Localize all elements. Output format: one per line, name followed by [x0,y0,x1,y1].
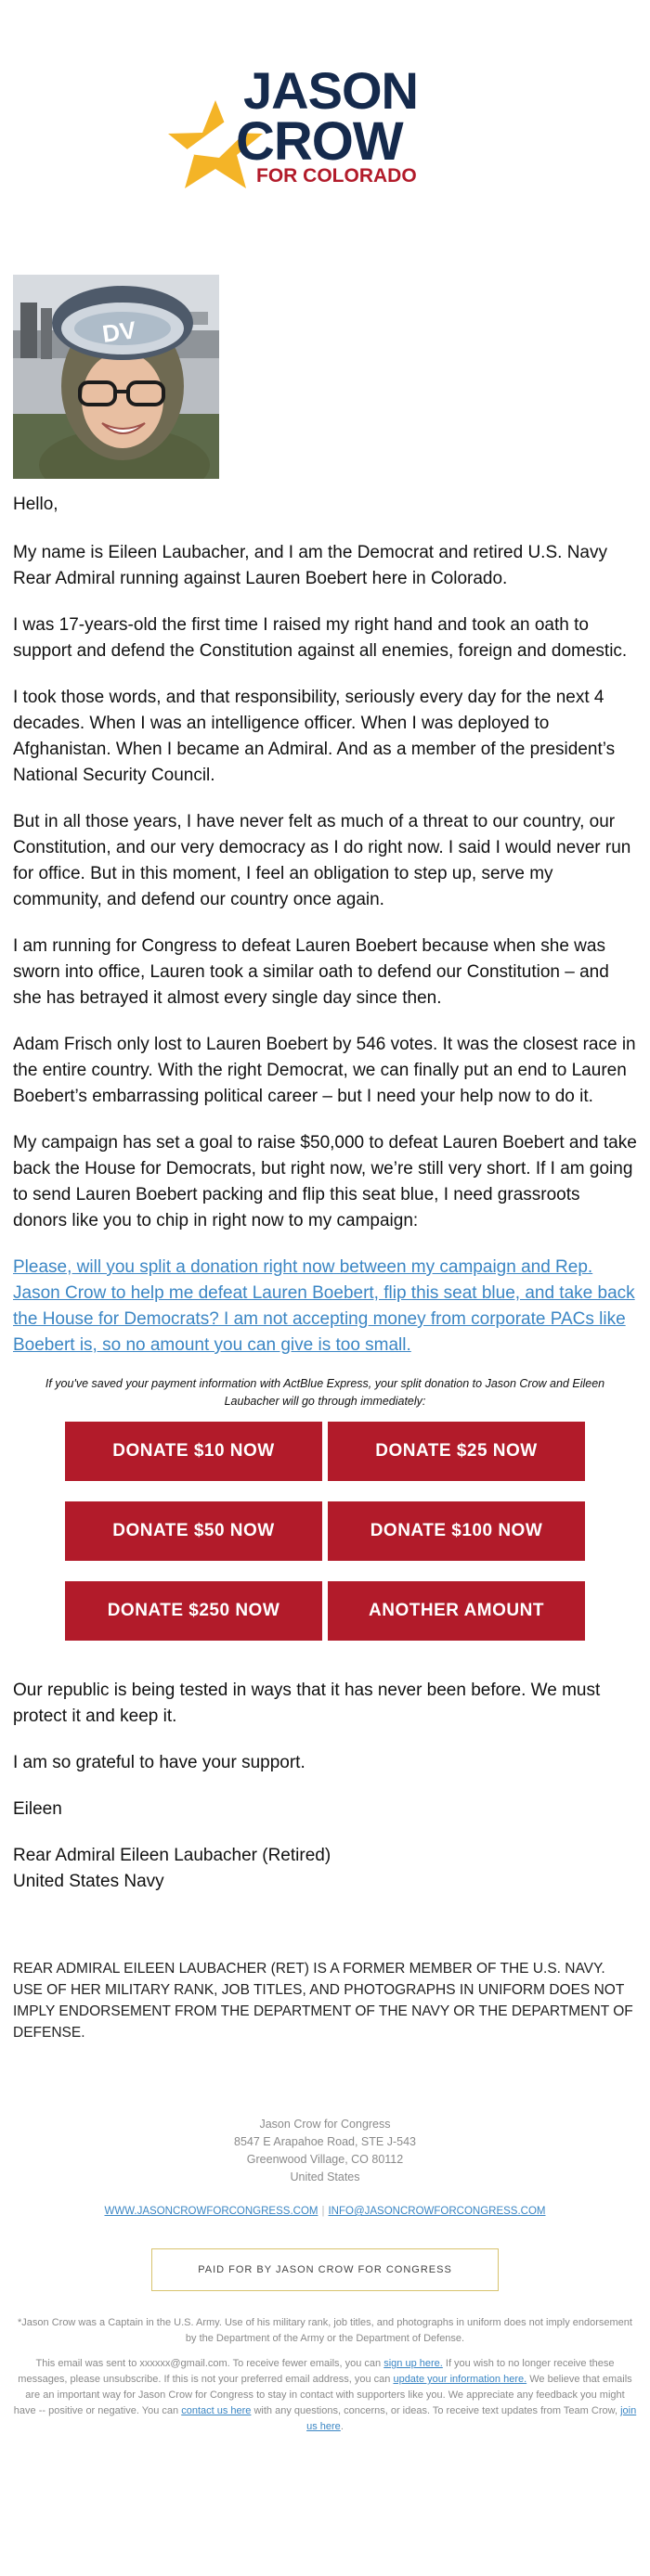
fineprint-end: . [340,2421,344,2432]
email-preferences-text [13,2356,637,2435]
actblue-express-note: If you've saved your payment information with ActBlue Express, your split donation to Jason Crow and Eileen Laubacher will go through immediately: [45,1377,605,1408]
donate-100-button[interactable]: DONATE $100 NOW [328,1501,585,1561]
footer-country: United States [290,2170,360,2183]
paragraph-grateful: I am so grateful to have your support. [13,1753,306,1772]
contact-link[interactable]: contact us here [181,2405,252,2416]
paragraph-goal: My campaign has set a goal to raise $50,000 to defeat Lauren Boebert and take back the House for Democrats, but right now, we’re still very short. If I am going to send Lauren Boebert packing and flip this seat blue, I need grassroots donors like you to chip in right now to my campaign: [13,1133,637,1230]
footer-links [0,2203,650,2221]
helmet-badge: DV [100,316,138,348]
fineprint-text-a: This email was sent to xxxxxx@gmail.com. To receive fewer emails, you can [35,2358,382,2369]
campaign-logo [0,0,650,260]
donate-10-button[interactable]: DONATE $10 NOW [65,1422,322,1481]
paragraph-service: I took those words, and that responsibility, seriously every day for the next 4 decades. When I was an intelligence officer. When I was deployed to Afghanistan. When I became an Admiral. And as a member of the president’s National Security Council. [13,688,616,785]
email-link[interactable]: INFO@JASONCROWFORCONGRESS.COM [328,2206,546,2217]
footer-city: Greenwood Village, CO 80112 [246,2153,404,2166]
signature-branch: United States Navy [13,1872,164,1891]
greeting: Hello, [13,495,58,514]
logo-jason: JASON [243,61,418,120]
fineprint-text-c: We believe that emails are an important way for Jason Crow for Congress to stay in contact with supporters like you. We appreciate any feedback you might have -- positive or negative. You can [13,2374,632,2416]
donate-other-amount-button[interactable]: ANOTHER AMOUNT [328,1581,585,1641]
logo-crow: CROW [236,111,403,172]
logo-for-colorado: FOR COLORADO [256,165,417,187]
donate-50-button[interactable]: DONATE $50 NOW [65,1501,322,1561]
mailing-address [0,2116,650,2186]
paragraph-running: I am running for Congress to defeat Lauren Boebert because when she was sworn into office, Lauren took a similar oath to defend our Constitution – and she has betrayed it almost every single day since then. [13,936,609,1008]
footer-fineprint [13,2315,637,2435]
signature-title: Rear Admiral Eileen Laubacher (Retired) [13,1846,332,1865]
crow-military-note: *Jason Crow was a Captain in the U.S. Army. Use of his military rank, job titles, and photographs in uniform does not imply endorsement by the Department of the Army or the Department of Defense. [18,2317,632,2344]
paid-for-box: PAID FOR BY JASON CROW FOR CONGRESS [151,2248,499,2291]
email-body [13,492,637,2043]
join-link[interactable]: join us here [306,2405,637,2432]
footer-org: Jason Crow for Congress [259,2118,391,2131]
update-info-link[interactable]: update your information here. [393,2374,527,2385]
paragraph-intro: My name is Eileen Laubacher, and I am the Democrat and retired U.S. Navy Rear Admiral running against Lauren Boebert here in Colorado. [13,543,607,588]
signature-name: Eileen [13,1799,62,1819]
donate-button-grid [65,1422,585,1641]
donate-25-button[interactable]: DONATE $25 NOW [328,1422,585,1481]
donate-250-button[interactable]: DONATE $250 NOW [65,1581,322,1641]
donation-ask-link[interactable]: Please, will you split a donation right now between my campaign and Rep. Jason Crow to help me defeat Lauren Boebert, flip this seat blue, and take back the House for Democrats? I am not accepting money from corporate PACs like Boebert is, so no amount you can give is too small. [13,1257,635,1355]
candidate-photo [13,275,219,479]
paragraph-frisch: Adam Frisch only lost to Lauren Boebert by 546 votes. It was the closest race in the entire country. With the right Democrat, we can finally put an end to Lauren Boebert’s embarrassing political career – but I need your help now to do it. [13,1035,636,1106]
paragraph-republic: Our republic is being tested in ways that it has never been before. We must protect it and keep it. [13,1681,601,1726]
email-footer [0,2116,650,2444]
fineprint-text-b: If you wish to no longer receive these messages, please unsubscribe. If this is not your preferred email address, you can [18,2358,615,2385]
sign-up-link[interactable]: sign up here. [384,2358,443,2369]
signature [13,1797,637,1895]
footer-street: 8547 E Arapahoe Road, STE J-543 [234,2135,416,2148]
military-disclaimer: REAR ADMIRAL EILEEN LAUBACHER (RET) IS A FORMER MEMBER OF THE U.S. NAVY. USE OF HER MILITARY RANK, JOB TITLES, AND PHOTOGRAPHS IN UNIFORM DOES NOT IMPLY ENDORSEMENT FROM THE DEPARTMENT OF THE NAVY OR THE DEPARTMENT OF DEFENSE. [13,1961,633,2041]
fineprint-text-d: with any questions, concerns, or ideas. To receive text updates from Team Crow, [254,2405,618,2416]
website-link[interactable]: WWW.JASONCROWFORCONGRESS.COM [104,2206,318,2217]
link-separator: | [321,2206,325,2217]
paragraph-threat: But in all those years, I have never felt as much of a threat to our country, our Constitution, and our very democracy as I do right now. I said I would never run for office. But in this moment, I feel an obligation to step up, serve my community, and defend our country once again. [13,812,631,909]
paragraph-oath: I was 17-years-old the first time I raised my right hand and took an oath to support and defend the Constitution against all enemies, foreign and domestic. [13,615,628,661]
